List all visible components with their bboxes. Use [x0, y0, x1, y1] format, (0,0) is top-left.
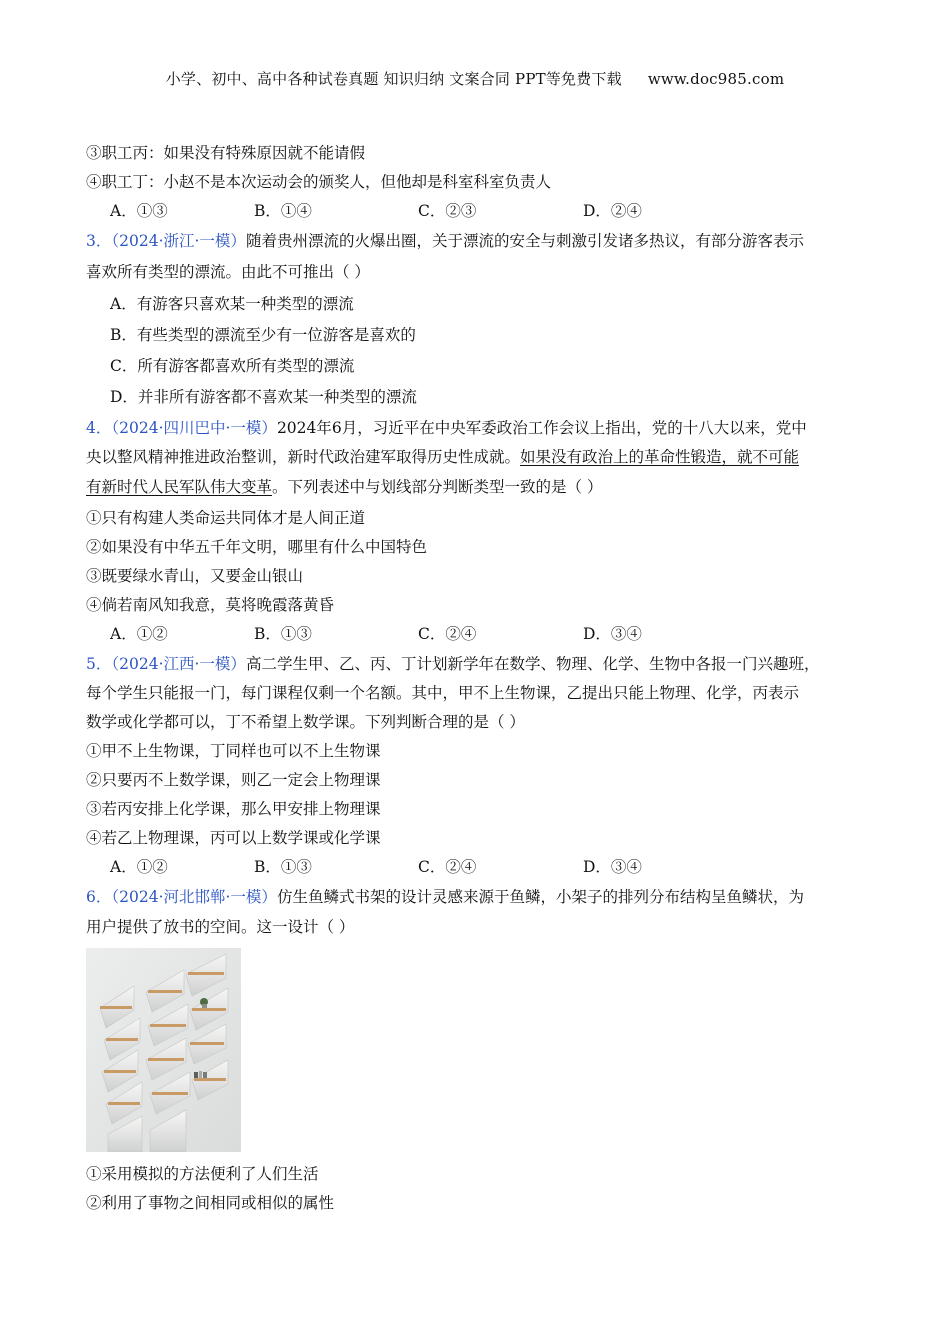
q2-option-a[interactable]: A．①③: [110, 202, 168, 220]
q5-options: [86, 856, 866, 878]
q2-options: [86, 200, 866, 222]
q5-option-b[interactable]: B．①③: [254, 858, 312, 876]
q4-option-a[interactable]: A．①②: [110, 625, 168, 643]
q4-item-4: ④倘若南风知我意，莫将晚霞落黄昏: [86, 596, 335, 614]
q4-stem-line-1: [86, 417, 807, 439]
q3-option-a[interactable]: A．有游客只喜欢某一种类型的漂流: [110, 295, 354, 313]
page-header: [0, 68, 950, 89]
q6-stem-line-1: [86, 886, 804, 908]
fish-scale-bookshelf-photo: [86, 948, 241, 1152]
q5-item-4: ④若乙上物理课，丙可以上数学课或化学课: [86, 829, 381, 847]
bookshelf-illustration: [86, 948, 241, 1152]
q4-number: 4．: [86, 419, 112, 437]
q3-option-b[interactable]: B．有些类型的漂流至少有一位游客是喜欢的: [110, 326, 416, 344]
q5-item-1: ①甲不上生物课，丁同样也可以不上生物课: [86, 742, 381, 760]
q5-option-a[interactable]: A．①②: [110, 858, 168, 876]
q4-item-2: ②如果没有中华五千年文明，哪里有什么中国特色: [86, 538, 428, 556]
q5-source: （2024·江西·一模）: [111, 655, 246, 673]
q3-text-1: 随着贵州漂流的火爆出圈，关于漂流的安全与刺激引发诸多热议，有部分游客表示: [245, 232, 804, 250]
q4-source: （2024·四川巴中·一模）: [111, 419, 277, 437]
q4-item-1: ①只有构建人类命运共同体才是人间正道: [86, 509, 366, 527]
q6-item-2: ②利用了事物之间相同或相似的属性: [86, 1194, 335, 1212]
q4-text-1: 2024年6月，习近平在中央军委政治工作会议上指出，党的十八大以来，党中: [276, 419, 807, 437]
q4-stem-line-3: [86, 476, 602, 498]
q3-number: 3．: [86, 232, 112, 250]
q4-option-b[interactable]: B．①③: [254, 625, 312, 643]
q5-number: 5．: [86, 655, 112, 673]
q4-options: [86, 623, 866, 645]
q6-source: （2024·河北邯郸·一模）: [111, 888, 277, 906]
q5-stem-line-1: [86, 653, 819, 675]
q4-underlined-2: 有新时代人民军队伟大变革: [86, 478, 273, 496]
q3-option-d[interactable]: D．并非所有游客都不喜欢某一种类型的漂流: [110, 388, 417, 406]
q4-text-2: 央以整风精神推进政治整训，新时代政治建军取得历史性成就。: [86, 448, 521, 466]
q4-stem-line-2: [86, 446, 799, 468]
q2-item-4: ④职工丁：小赵不是本次运动会的颁奖人，但他却是科室科室负责人: [86, 173, 552, 191]
q5-text-1: 高二学生甲、乙、丙、丁计划新学年在数学、物理、化学、生物中各报一门兴趣班，: [245, 655, 820, 673]
q4-option-c[interactable]: C．②④: [418, 625, 477, 643]
q6-text-1: 仿生鱼鳞式书架的设计灵感来源于鱼鳞，小架子的排列分布结构呈鱼鳞状，为: [276, 888, 804, 906]
q6-item-1: ①采用模拟的方法便利了人们生活: [86, 1165, 319, 1183]
q3-option-c[interactable]: C．所有游客都喜欢所有类型的漂流: [110, 357, 355, 375]
q5-option-c[interactable]: C．②④: [418, 858, 477, 876]
q2-option-d[interactable]: D．②④: [583, 202, 642, 220]
q4-item-3: ③既要绿水青山，又要金山银山: [86, 567, 304, 585]
q2-option-c[interactable]: C．②③: [418, 202, 477, 220]
header-text: 小学、初中、高中各种试卷真题 知识归纳 文案合同 PPT等免费下载: [165, 70, 622, 88]
q2-option-b[interactable]: B．①④: [254, 202, 312, 220]
q4-underlined-1: 如果没有政治上的革命性锻造，就不可能: [520, 448, 800, 466]
q4-text-3: 。下列表述中与划线部分判断类型一致的是（ ）: [272, 478, 603, 496]
q3-stem-line-2: 喜欢所有类型的漂流。由此不可推出（ ）: [86, 263, 370, 281]
header-url[interactable]: www.doc985.com: [647, 70, 785, 88]
q5-stem-line-2: 每个学生只能报一门，每门课程仅剩一个名额。其中，甲不上生物课，乙提出只能上物理、化学，丙表示: [86, 684, 800, 702]
q6-number: 6．: [86, 888, 112, 906]
q5-item-3: ③若丙安排上化学课，那么甲安排上物理课: [86, 800, 381, 818]
q2-item-3: ③职工丙：如果没有特殊原因就不能请假: [86, 144, 366, 162]
q5-option-d[interactable]: D．③④: [583, 858, 642, 876]
q5-stem-line-3: 数学或化学都可以，丁不希望上数学课。下列判断合理的是（ ）: [86, 713, 525, 731]
q6-stem-line-2: 用户提供了放书的空间。这一设计（ ）: [86, 918, 355, 936]
q5-item-2: ②只要丙不上数学课，则乙一定会上物理课: [86, 771, 381, 789]
q4-option-d[interactable]: D．③④: [583, 625, 642, 643]
q3-source: （2024·浙江·一模）: [111, 232, 246, 250]
q3-stem-line-1: [86, 230, 804, 252]
